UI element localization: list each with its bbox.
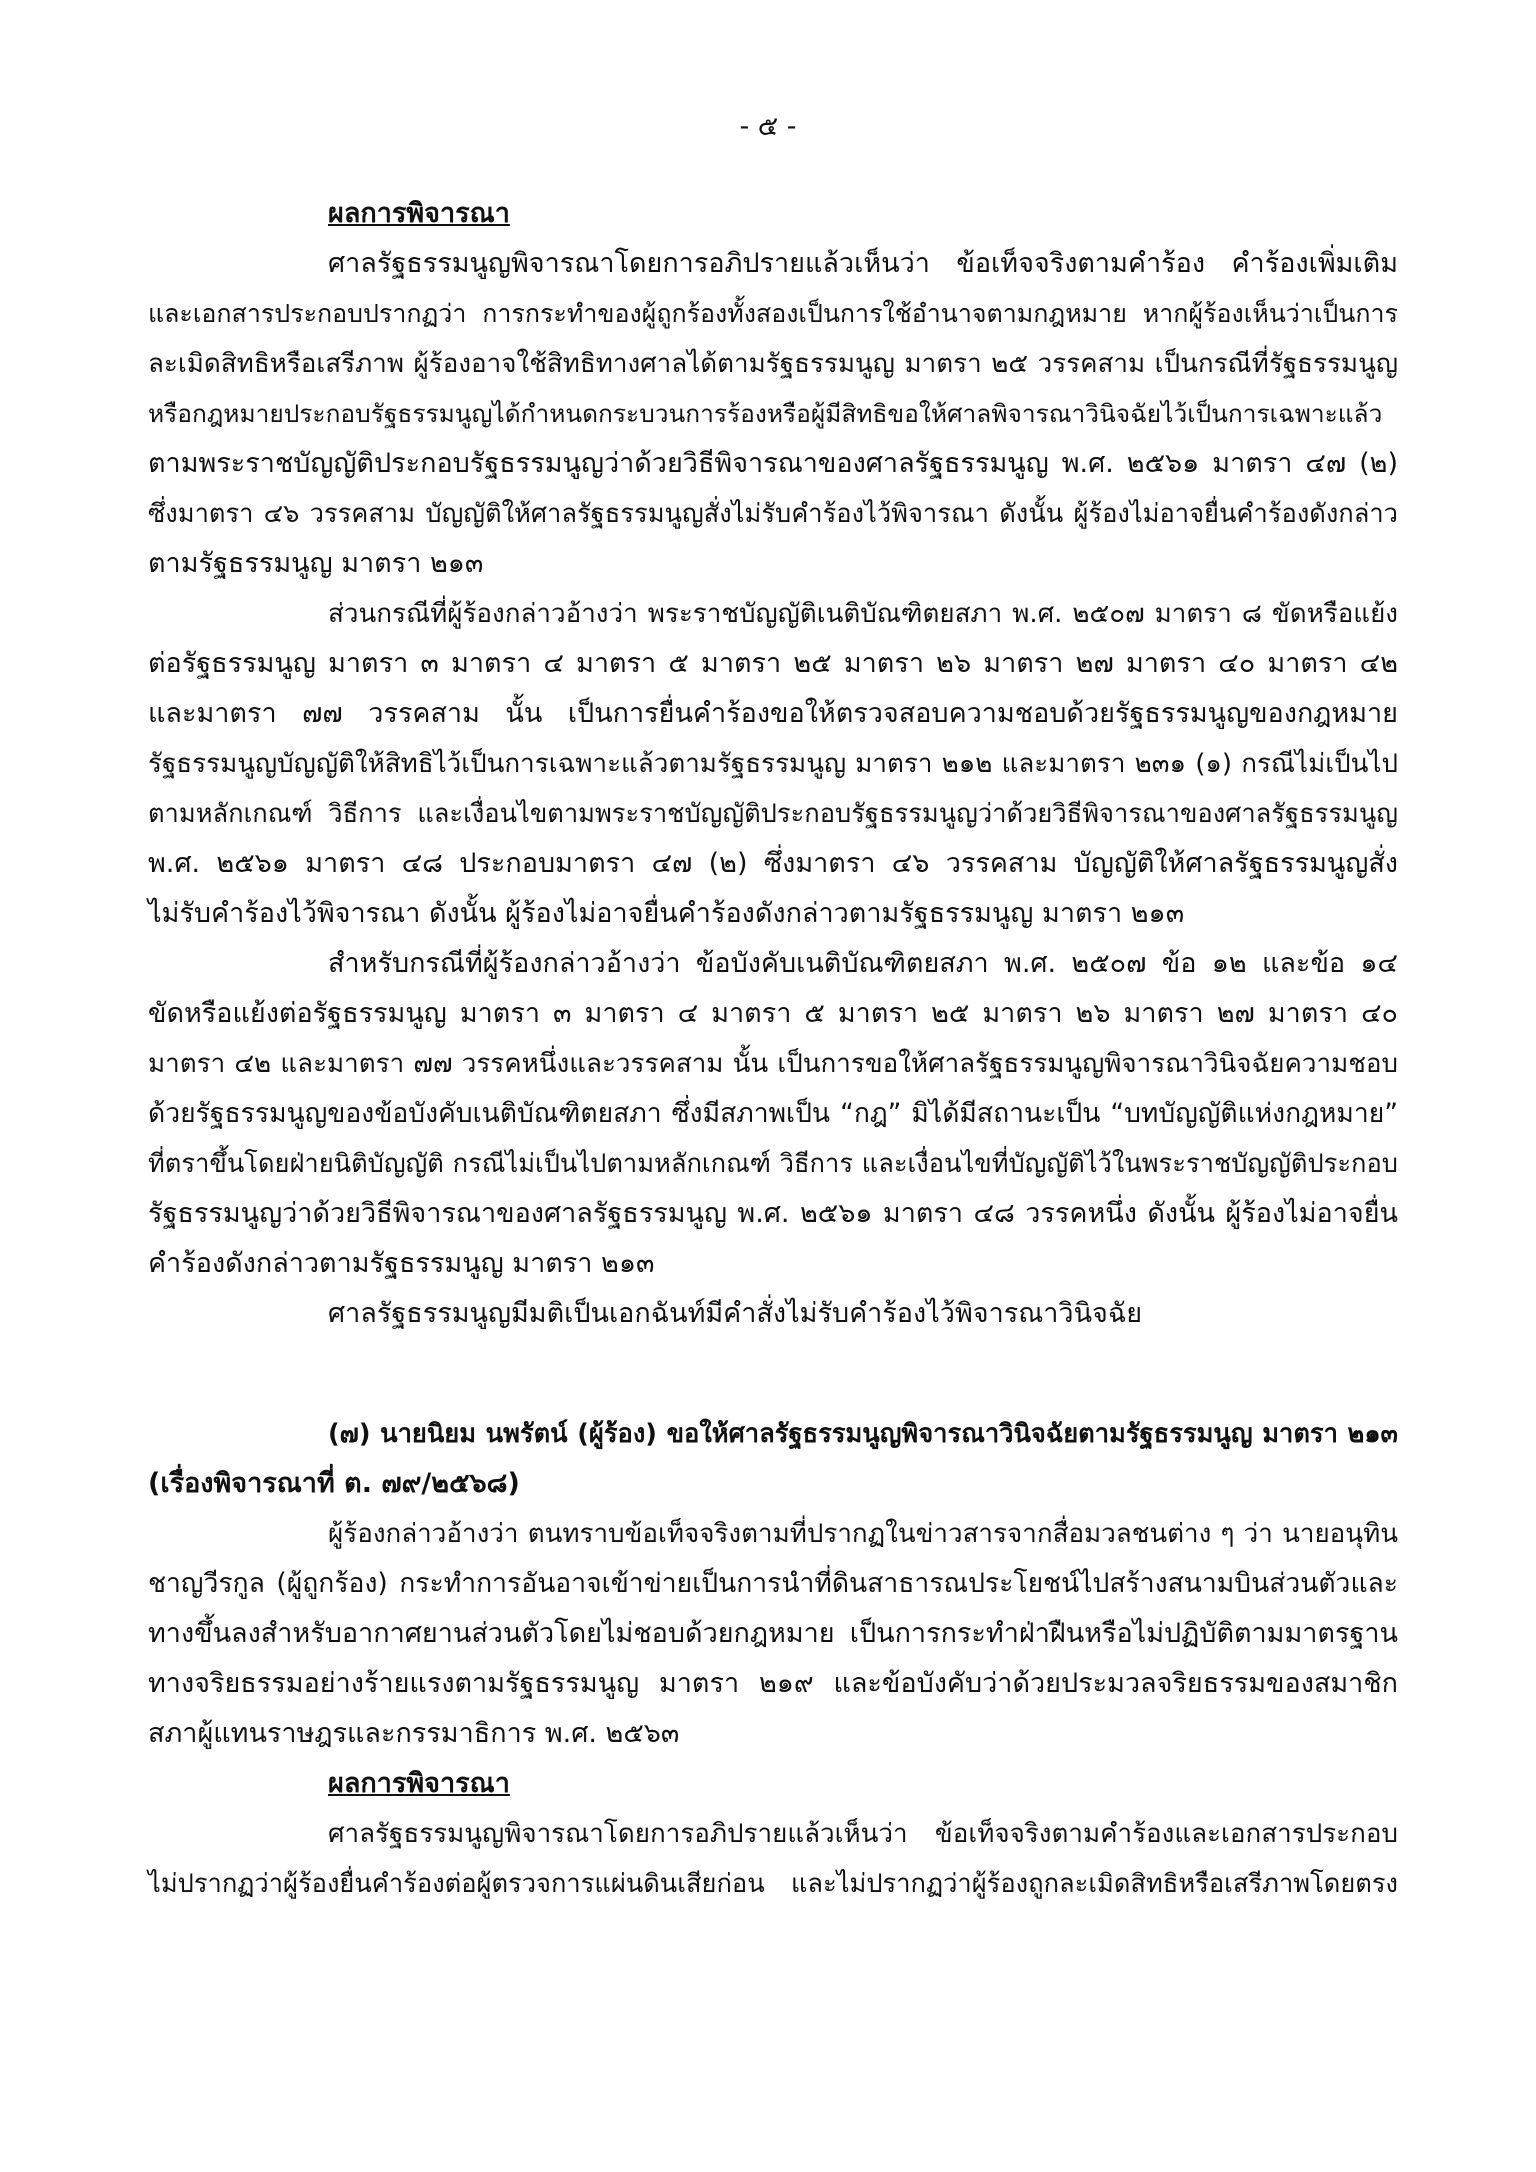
paragraph-line: สภาผู้แทนราษฎรและกรรมาธิการ พ.ศ. ๒๕๖๓ [148, 1718, 680, 1749]
paragraph-line: ศาลรัฐธรรมนูญพิจารณาโดยการอภิปรายแล้วเห็นว่า ข้อเท็จจริงตามคำร้องและเอกสารประกอบ [328, 1819, 1398, 1849]
paragraph-line: รัฐธรรมนูญว่าด้วยวิธีพิจารณาของศาลรัฐธรรมนูญ พ.ศ. ๒๕๖๑ มาตรา ๔๘ วรรคหนึ่ง ดังนั้น ผู้ร้องไม่อาจยื่น [148, 1198, 1399, 1229]
paragraph-line: และมาตรา ๗๗ วรรคสาม นั้น เป็นการยื่นคำร้องขอให้ตรวจสอบความชอบด้วยรัฐธรรมนูญของกฎหมาย [148, 698, 1398, 729]
result-heading: ผลการพิจารณา [328, 198, 510, 229]
paragraph-line: ที่ตราขึ้นโดยฝ่ายนิติบัญญัติ กรณีไม่เป็นไปตามหลักเกณฑ์ วิธีการ และเงื่อนไขที่บัญญัติไว้ในพระราชบัญญัติประกอบ [148, 1149, 1398, 1179]
paragraph-line: ตามรัฐธรรมนูญ มาตรา ๒๑๓ [148, 548, 484, 579]
paragraph-line: รัฐธรรมนูญบัญญัติให้สิทธิไว้เป็นการเฉพาะแล้วตามรัฐธรรมนูญ มาตรา ๒๑๒ และมาตรา ๒๓๑ (๑) กรณีไม่เป็นไป [148, 749, 1398, 779]
paragraph-line: ด้วยรัฐธรรมนูญของข้อบังคับเนติบัณฑิตยสภา ซึ่งมีสภาพเป็น “กฎ” มิได้มีสถานะเป็น “บทบัญญัติแห่งกฎหมาย” [148, 1098, 1398, 1129]
paragraph-line: คำร้องดังกล่าวตามรัฐธรรมนูญ มาตรา ๒๑๓ [148, 1248, 655, 1279]
case-title: (๗) นายนิยม นพรัตน์ (ผู้ร้อง) ขอให้ศาลรัฐธรรมนูญพิจารณาวินิจฉัยตามรัฐธรรมนูญ มาตรา ๒๑๓ [328, 1419, 1398, 1449]
resolution-line: ศาลรัฐธรรมนูญมีมติเป็นเอกฉันท์มีคำสั่งไม่รับคำร้องไว้พิจารณาวินิจฉัย [328, 1298, 1143, 1329]
paragraph-line: ซึ่งมาตรา ๔๖ วรรคสาม บัญญัติให้ศาลรัฐธรรมนูญสั่งไม่รับคำร้องไว้พิจารณา ดังนั้น ผู้ร้องไม่อาจยื่นคำร้องดังกล่าว [148, 499, 1398, 529]
paragraph-line: หรือกฎหมายประกอบรัฐธรรมนูญได้กำหนดกระบวนการร้องหรือผู้มีสิทธิขอให้ศาลพิจารณาวินิจฉัยไว้เป็นการเฉพาะแล้ว [148, 399, 1383, 428]
paragraph-line: ตามหลักเกณฑ์ วิธีการ และเงื่อนไขตามพระราชบัญญัติประกอบรัฐธรรมนูญว่าด้วยวิธีพิจารณาของศาลรัฐธรรมนูญ [148, 799, 1398, 829]
paragraph-line: ตามพระราชบัญญัติประกอบรัฐธรรมนูญว่าด้วยวิธีพิจารณาของศาลรัฐธรรมนูญ พ.ศ. ๒๕๖๑ มาตรา ๔๗ (๒) [148, 448, 1398, 479]
case-number: (เรื่องพิจารณาที่ ต. ๗๙/๒๕๖๘) [148, 1468, 520, 1499]
paragraph-line: ไม่ปรากฏว่าผู้ร้องยื่นคำร้องต่อผู้ตรวจการแผ่นดินเสียก่อน และไม่ปรากฏว่าผู้ร้องถูกละเมิดสิทธิหรือเสรีภาพโดยตรง [148, 1869, 1398, 1899]
paragraph-line: ชาญวีรกูล (ผู้ถูกร้อง) กระทำการอันอาจเข้าข่ายเป็นการนำที่ดินสาธารณประโยชน์ไปสร้างสนามบินส่วนตัวและ [148, 1568, 1398, 1599]
paragraph-line: ต่อรัฐธรรมนูญ มาตรา ๓ มาตรา ๔ มาตรา ๕ มาตรา ๒๕ มาตรา ๒๖ มาตรา ๒๗ มาตรา ๔๐ มาตรา ๔๒ [148, 648, 1398, 679]
paragraph-line: พ.ศ. ๒๕๖๑ มาตรา ๔๘ ประกอบมาตรา ๔๗ (๒) ซึ่งมาตรา ๔๖ วรรคสาม บัญญัติให้ศาลรัฐธรรมนูญสั่ง [148, 848, 1398, 879]
paragraph-line: มาตรา ๔๒ และมาตรา ๗๗ วรรคหนึ่งและวรรคสาม นั้น เป็นการขอให้ศาลรัฐธรรมนูญพิจารณาวินิจฉัยความชอบ [148, 1049, 1398, 1079]
paragraph-line: ไม่รับคำร้องไว้พิจารณา ดังนั้น ผู้ร้องไม่อาจยื่นคำร้องดังกล่าวตามรัฐธรรมนูญ มาตรา ๒๑๓ [148, 898, 1185, 929]
paragraph-line: และเอกสารประกอบปรากฏว่า การกระทำของผู้ถูกร้องทั้งสองเป็นการใช้อำนาจตามกฎหมาย หากผู้ร้องเห็นว่าเป็นการ [148, 299, 1398, 328]
paragraph-line: สำหรับกรณีที่ผู้ร้องกล่าวอ้างว่า ข้อบังคับเนติบัณฑิตยสภา พ.ศ. ๒๕๐๗ ข้อ ๑๒ และข้อ ๑๔ [328, 948, 1398, 979]
paragraph-line: ผู้ร้องกล่าวอ้างว่า ตนทราบข้อเท็จจริงตามที่ปรากฏในข่าวสารจากสื่อมวลชนต่าง ๆ ว่า นายอนุทิน [328, 1519, 1398, 1549]
paragraph-line: ศาลรัฐธรรมนูญพิจารณาโดยการอภิปรายแล้วเห็นว่า ข้อเท็จจริงตามคำร้อง คำร้องเพิ่มเติม [328, 248, 1398, 279]
paragraph-line: ส่วนกรณีที่ผู้ร้องกล่าวอ้างว่า พระราชบัญญัติเนติบัณฑิตยสภา พ.ศ. ๒๕๐๗ มาตรา ๘ ขัดหรือแย้ง [328, 599, 1398, 629]
paragraph-line: ละเมิดสิทธิหรือเสรีภาพ ผู้ร้องอาจใช้สิทธิทางศาลได้ตามรัฐธรรมนูญ มาตรา ๒๕ วรรคสาม เป็นกรณีที่รัฐธรรมนูญ [148, 349, 1398, 379]
paragraph-line: ขัดหรือแย้งต่อรัฐธรรมนูญ มาตรา ๓ มาตรา ๔ มาตรา ๕ มาตรา ๒๕ มาตรา ๒๖ มาตรา ๒๗ มาตรา ๔๐ [148, 998, 1398, 1029]
paragraph-line: ทางจริยธรรมอย่างร้ายแรงตามรัฐธรรมนูญ มาตรา ๒๑๙ และข้อบังคับว่าด้วยประมวลจริยธรรมของสมาชิก [148, 1668, 1398, 1699]
result-heading: ผลการพิจารณา [328, 1768, 510, 1799]
page-number: - ๕ - [739, 111, 797, 142]
paragraph-line: ทางขึ้นลงสำหรับอากาศยานส่วนตัวโดยไม่ชอบด้วยกฎหมาย เป็นการกระทำฝ่าฝืนหรือไม่ปฏิบัติตามมาตรฐาน [148, 1618, 1398, 1649]
